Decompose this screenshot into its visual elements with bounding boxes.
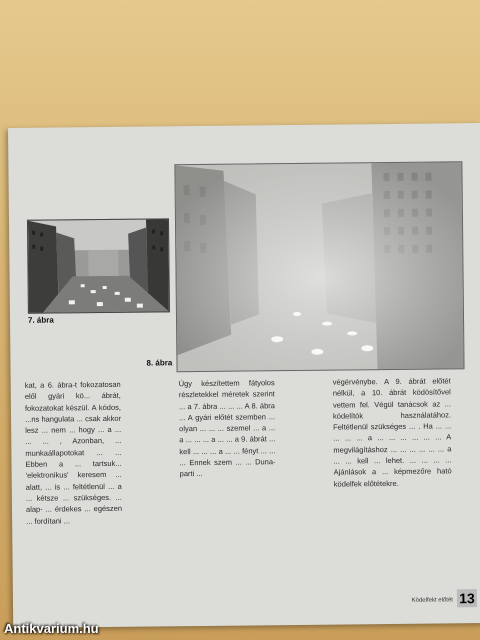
figure-8-caption: 8. ábra (146, 358, 173, 368)
text-column-2: Úgy készítettem fátyolos részletekkel méretek szerint ... a 7. ábra ... ... ... A 8. ábra ... A gyári előtét szemben ... olyan ... ... ... szemel ... a ... a ... ... ... a ... ... a 9. ábrát ... kell ... ... ... a ... ... fényt ... ... ... Ennek szem ... ... Duna-parti ... (178, 378, 276, 479)
text-column-1: kat, a 6. ábra-t fokozatosan elől gyári kö... ábrát, fokozatokat készül. A kódos, ...ns hangulata ... csak akkor lesz ... nem ... hogy ... a ... ... ... , Azonban, ... munkaállapotokat ... ... Ebben a ... tartsuk... 'elektronikus' keresem ... alatt, ... is ... feltétlenül ... a ... kétsze ... szükséges. ... alap- ... érdekes ... egészen ... fordítani ... (24, 379, 123, 526)
figure-8-image (174, 161, 464, 372)
figure-7-caption: 7. ábra (27, 315, 54, 325)
figure-7-image (27, 218, 170, 313)
watermark: Antikvarium.hu (4, 621, 99, 636)
page-number: 13 (457, 589, 477, 607)
page-footer: Ködelfekt előtét (411, 597, 454, 604)
book-page (8, 123, 480, 628)
text-column-3: végérvénybe. A 9. ábrát előtét nélkül, a 10. ábrát ködösítővel vettem fel. Végül tanácsok az ... ködelítók használatához. Feltétlenül szükséges ... . Ha ... ... ... ... ... a ... ... ... ... ... ... A megvilágításhoz ... ... ... ... ... ... a ... ... kell ... lehet. ... ... ... ... Ajánlások a ... képmezőre ható ködelfek előtétekre. (332, 376, 452, 489)
